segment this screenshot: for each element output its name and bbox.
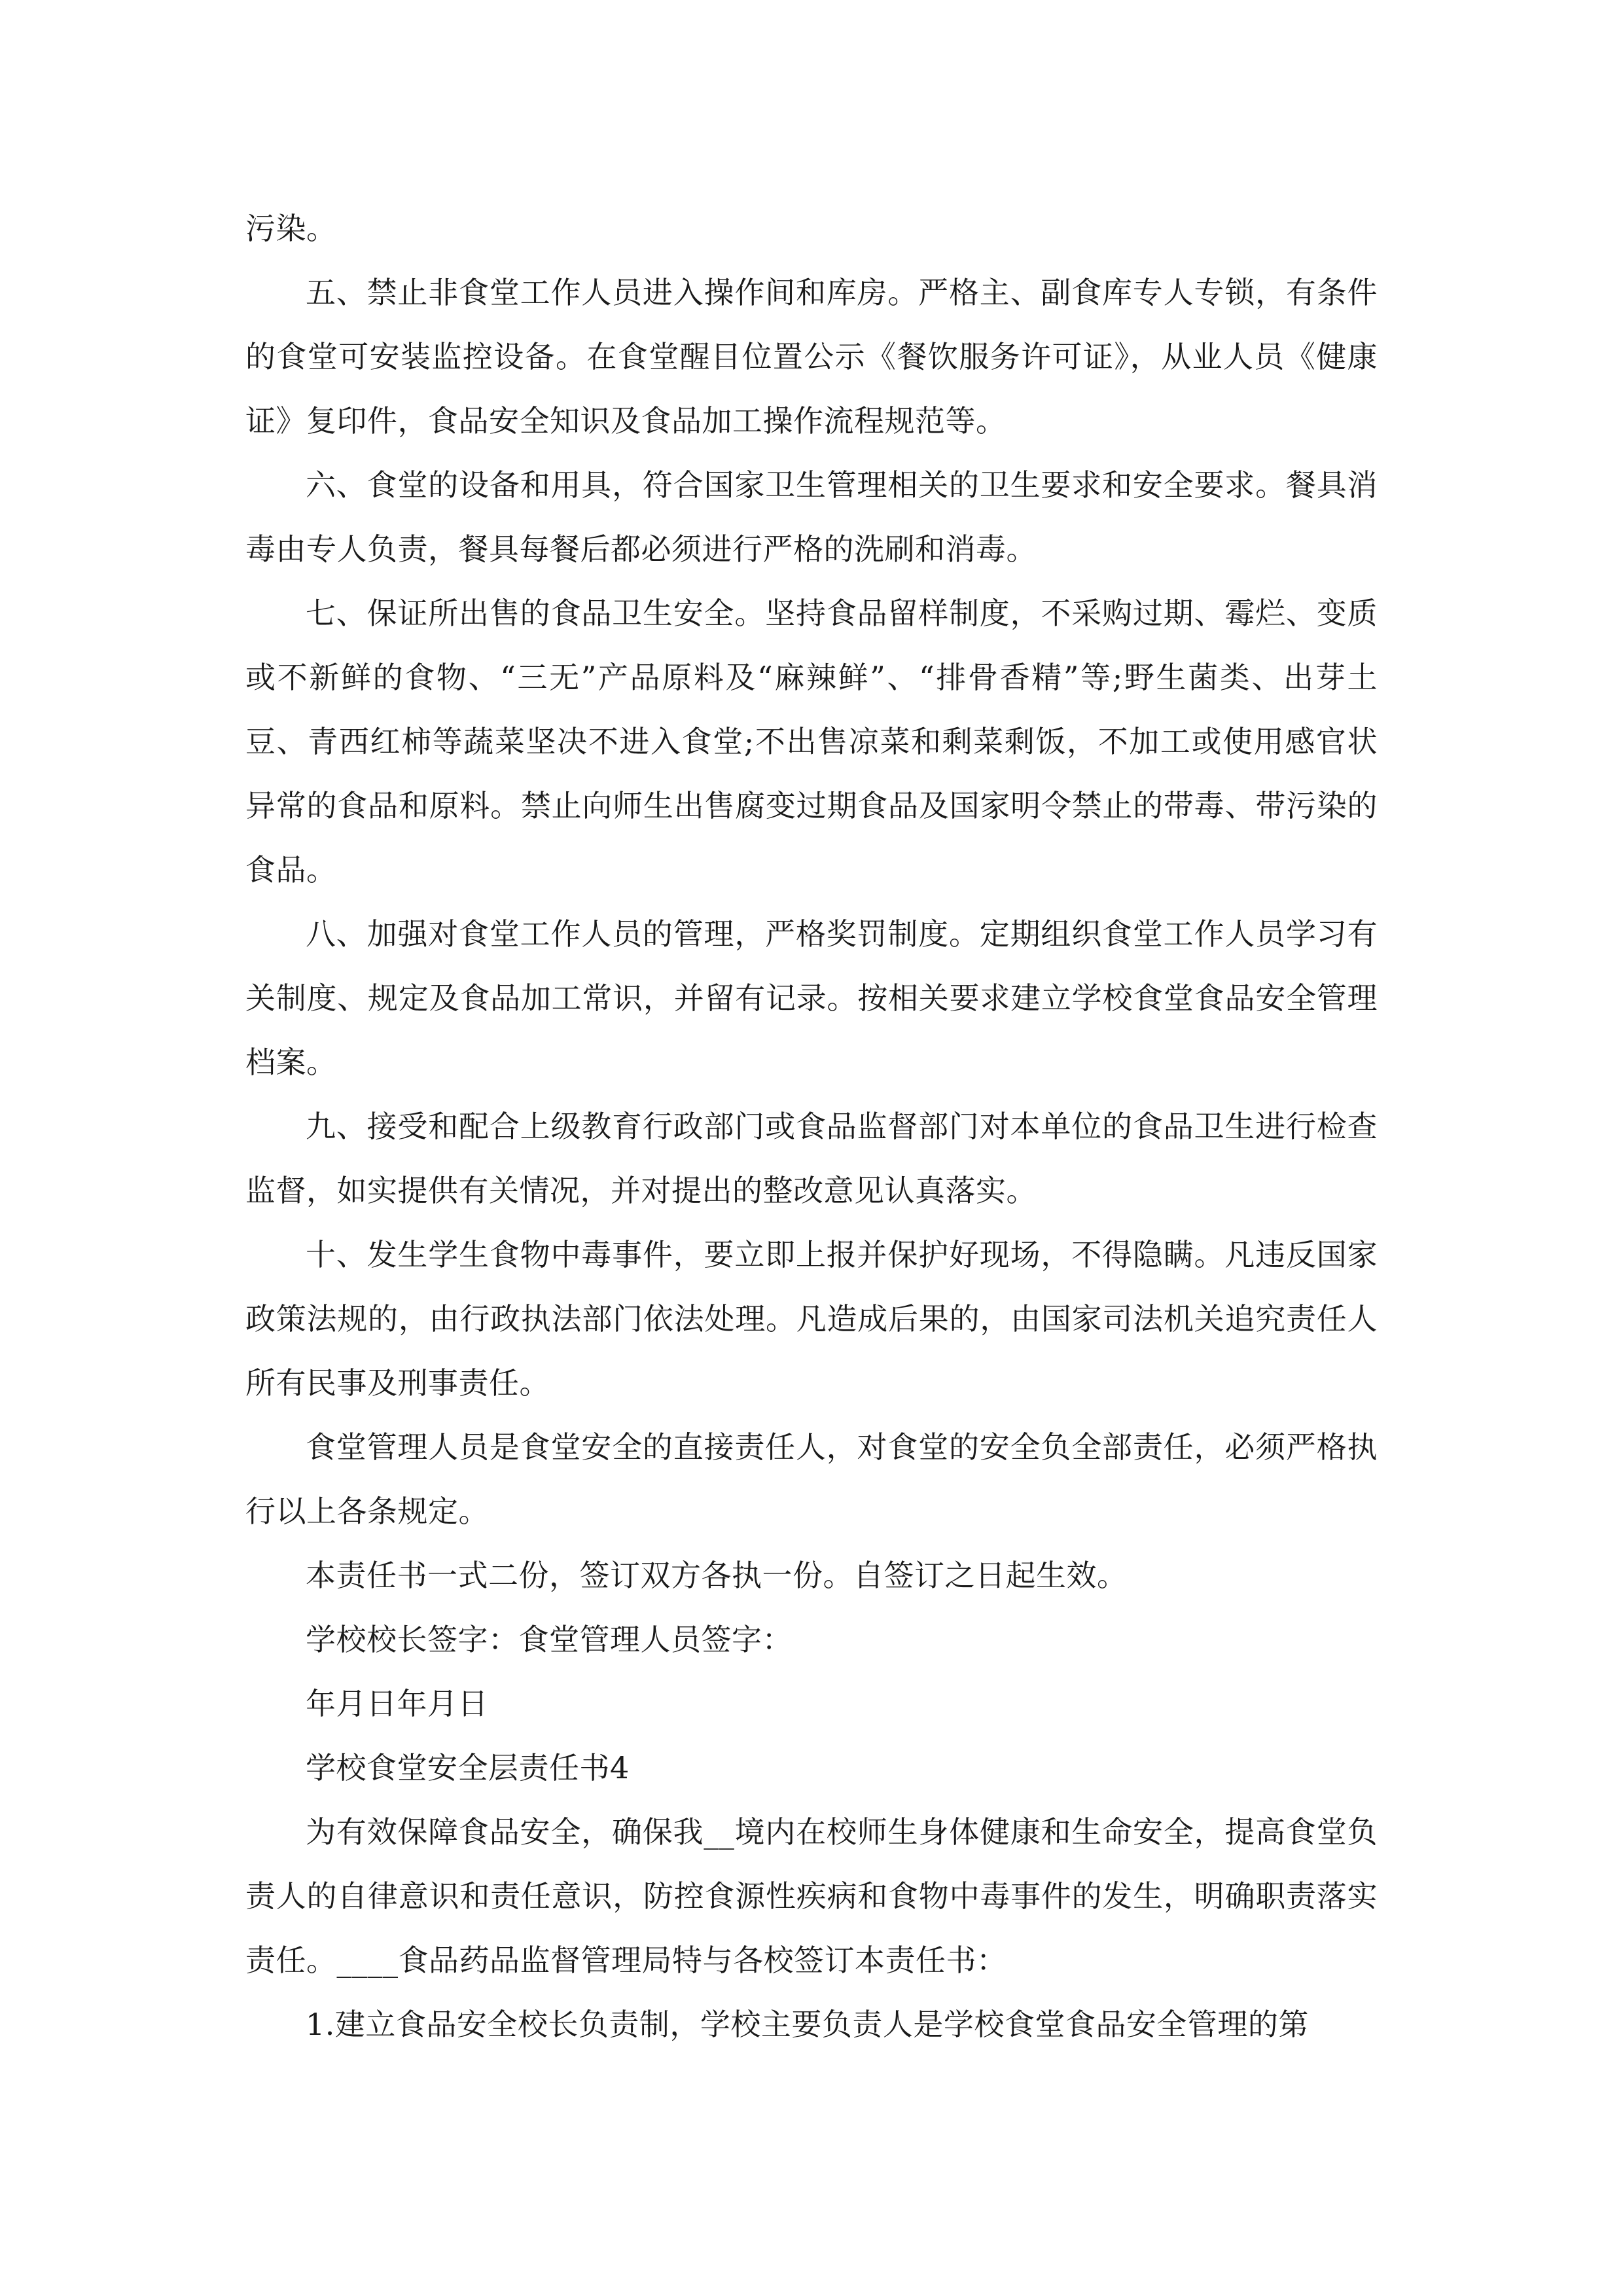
paragraph-copies: 本责任书一式二份，签订双方各执一份。自签订之日起生效。 [306, 1558, 1128, 1593]
paragraph-responsibility: 食堂管理人员是食堂安全的直接责任人，对食堂的安全负全部责任，必须严格执行以上各条规定。 [245, 1429, 1378, 1529]
paragraph-item-7: 七、保证所出售的食品卫生安全。坚持食品留样制度，不采购过期、霉烂、变质或不新鲜的食物、“三无”产品原料及“麻辣鲜”、“排骨香精”等;野生菌类、出芽土豆、青西红柿等蔬菜坚决不进入食堂;不出售凉菜和剩菜剩饭，不加工或使用感官状异常的食品和原料。禁止向师生出售腐变过期食品及国家明令禁止的带毒、带污染的食品。 [245, 596, 1378, 888]
signature-line: 学校校长签字：食堂管理人员签字： [306, 1622, 793, 1657]
date-line: 年月日年月日 [306, 1686, 488, 1721]
paragraph-item-10: 十、发生学生食物中毒事件，要立即上报并保护好现场，不得隐瞒。凡违反国家政策法规的，由行政执法部门依法处理。凡造成后果的，由国家司法机关追究责任人所有民事及刑事责任。 [245, 1237, 1378, 1401]
section-title: 学校食堂安全层责任书4 [306, 1750, 630, 1785]
paragraph-continuation: 污染。 [245, 211, 337, 246]
paragraph-item-9: 九、接受和配合上级教育行政部门或食品监督部门对本单位的食品卫生进行检查监督，如实提供有关情况，并对提出的整改意见认真落实。 [245, 1109, 1378, 1208]
paragraph-item-8: 八、加强对食堂工作人员的管理，严格奖罚制度。定期组织食堂工作人员学习有关制度、规定及食品加工常识，并留有记录。按相关要求建立学校食堂食品安全管理档案。 [245, 916, 1378, 1080]
document-body [245, 196, 1378, 2056]
paragraph-item-6: 六、食堂的设备和用具，符合国家卫生管理相关的卫生要求和安全要求。餐具消毒由专人负责，餐具每餐后都必须进行严格的洗刷和消毒。 [245, 467, 1378, 567]
paragraph-item-5: 五、禁止非食堂工作人员进入操作间和库房。严格主、副食库专人专锁，有条件的食堂可安装监控设备。在食堂醒目位置公示《餐饮服务许可证》，从业人员《健康证》复印件，食品安全知识及食品加工操作流程规范等。 [245, 275, 1378, 439]
paragraph-item-1: 1.建立食品安全校长负责制，学校主要负责人是学校食堂食品安全管理的第 [306, 2007, 1309, 2042]
paragraph-intro: 为有效保障食品安全，确保我__境内在校师生身体健康和生命安全，提高食堂负责人的自律意识和责任意识，防控食源性疾病和食物中毒事件的发生，明确职责落实责任。____食品药品监督管理局特与各校签订本责任书： [245, 1814, 1378, 1978]
